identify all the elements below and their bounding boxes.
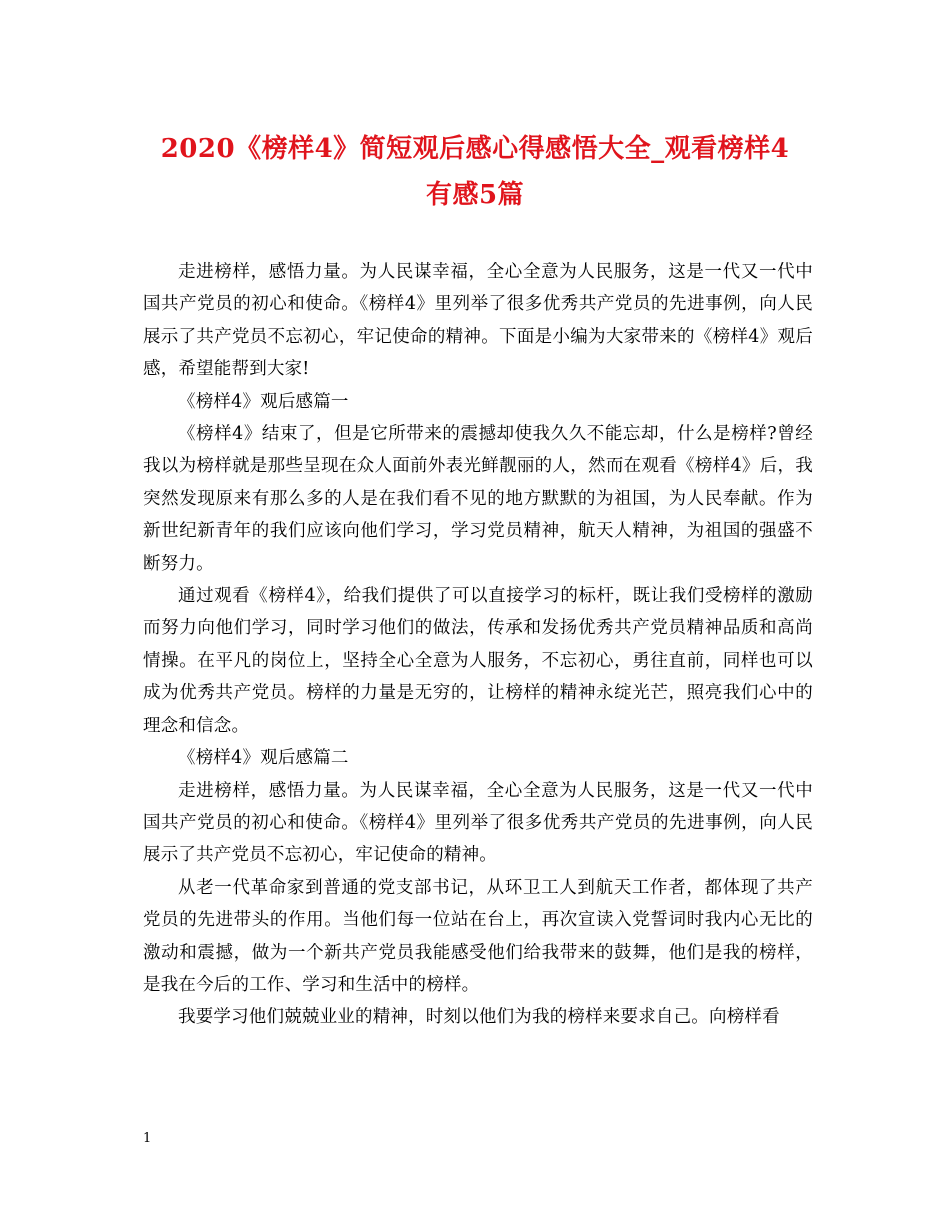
body-paragraph: 《榜样4》结束了，但是它所带来的震撼却使我久久不能忘却，什么是榜样?曾经我以为榜样就是那些呈现在众人面前外表光鲜靓丽的人，然而在观看《榜样4》后，我突然发现原来有那么多的人是在我们看不见的地方默默的为祖国，为人民奉献。作为新世纪新青年的我们应该向他们学习，学习党员精神，航天人精神，为祖国的强盛不断努力。 xyxy=(143,424,813,574)
document-body xyxy=(143,256,813,1034)
section-heading-2: 《榜样4》观后感篇二 xyxy=(178,748,349,769)
title-line-2: 有感5篇 xyxy=(425,180,525,210)
page-number: 1 xyxy=(143,1131,152,1146)
body-paragraph: 从老一代革命家到普通的党支部书记，从环卫工人到航天工作者，都体现了共产党员的先进带头的作用。当他们每一位站在台上，再次宣读入党誓词时我内心无比的激动和震撼，做为一个新共产党员我能感受他们给我带来的鼓舞，他们是我的榜样，是我在今后的工作、学习和生活中的榜样。 xyxy=(143,877,813,995)
section-heading-1: 《榜样4》观后感篇一 xyxy=(178,391,349,412)
document-title xyxy=(140,126,810,218)
body-paragraph: 通过观看《榜样4》，给我们提供了可以直接学习的标杆，既让我们受榜样的激励而努力向他们学习，同时学习他们的做法，传承和发扬优秀共产党员精神品质和高尚情操。在平凡的岗位上，坚持全心全意为人服务，不忘初心，勇往直前，同样也可以成为优秀共产党员。榜样的力量是无穷的，让榜样的精神永绽光芒，照亮我们心中的理念和信念。 xyxy=(143,586,813,736)
body-paragraph: 我要学习他们兢兢业业的精神，时刻以他们为我的榜样来要求自己。向榜样看 xyxy=(178,1007,780,1028)
title-line-1: 2020《榜样4》简短观后感心得感悟大全_观看榜样4 xyxy=(160,134,790,164)
body-paragraph: 走进榜样，感悟力量。为人民谋幸福，全心全意为人民服务，这是一代又一代中国共产党员的初心和使命。《榜样4》里列举了很多优秀共产党员的先进事例，向人民展示了共产党员不忘初心，牢记使命的精神。 xyxy=(143,780,813,866)
intro-paragraph: 走进榜样，感悟力量。为人民谋幸福，全心全意为人民服务，这是一代又一代中国共产党员的初心和使命。《榜样4》里列举了很多优秀共产党员的先进事例，向人民展示了共产党员不忘初心，牢记使命的精神。下面是小编为大家带来的《榜样4》观后感，希望能帮到大家! xyxy=(143,262,813,380)
